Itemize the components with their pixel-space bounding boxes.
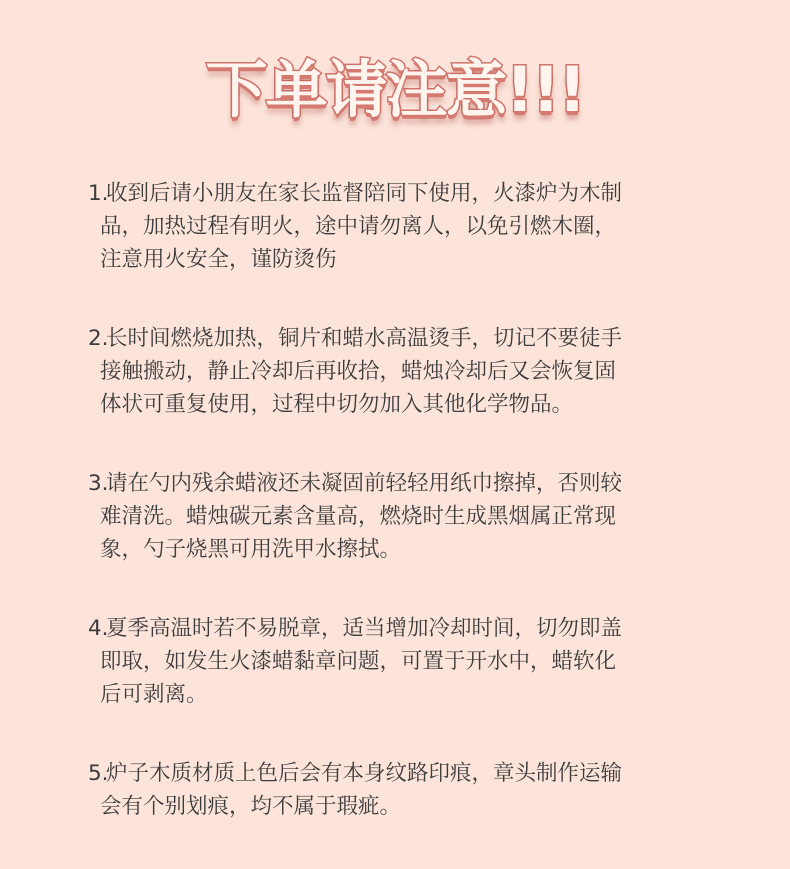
note-line: 后可剥离。	[100, 682, 208, 707]
note-line: 品，加热过程有明火，途中请勿离人，以免引燃木圈，	[100, 214, 617, 239]
note-line: 夏季高温时若不易脱章，适当增加冷却时间，切勿即盖	[106, 616, 623, 641]
note-line: 收到后请小朋友在家长监督陪同下使用，火漆炉为木制	[106, 181, 623, 206]
notes-list	[88, 177, 728, 869]
note-number: 4.	[88, 616, 109, 641]
note-line: 难清洗。蜡烛碳元素含量高，燃烧时生成黑烟属正常现	[100, 504, 617, 529]
note-line: 即取，如发生火漆蜡黏章问题，可置于开水中，蜡软化	[100, 649, 617, 674]
note-line: 会有个别划痕，均不属于瑕疵。	[100, 794, 402, 819]
note-number: 5.	[88, 761, 109, 786]
note-line: 炉子木质材质上色后会有本身纹路印痕，章头制作运输	[106, 761, 623, 786]
note-item-5	[88, 757, 728, 823]
note-item-2	[88, 322, 728, 421]
note-number: 2.	[88, 326, 109, 351]
note-line: 体状可重复使用，过程中切勿加入其他化学物品。	[100, 392, 574, 417]
note-item-4	[88, 612, 728, 711]
note-line: 象，勺子烧黑可用洗甲水擦拭。	[100, 537, 402, 562]
note-line: 请在勺内残余蜡液还未凝固前轻轻用纸巾擦掉，否则较	[106, 471, 623, 496]
note-item-3	[88, 467, 728, 566]
note-line: 接触搬动，静止冷却后再收拾，蜡烛冷却后又会恢复固	[100, 359, 617, 384]
note-item-1	[88, 177, 728, 276]
note-line: 注意用火安全，谨防烫伤	[100, 247, 337, 272]
note-line: 长时间燃烧加热，铜片和蜡水高温烫手，切记不要徒手	[106, 326, 623, 351]
notice-title: 下单请注意!!!	[205, 53, 585, 126]
note-number: 1.	[88, 181, 109, 206]
note-number: 3.	[88, 471, 109, 496]
